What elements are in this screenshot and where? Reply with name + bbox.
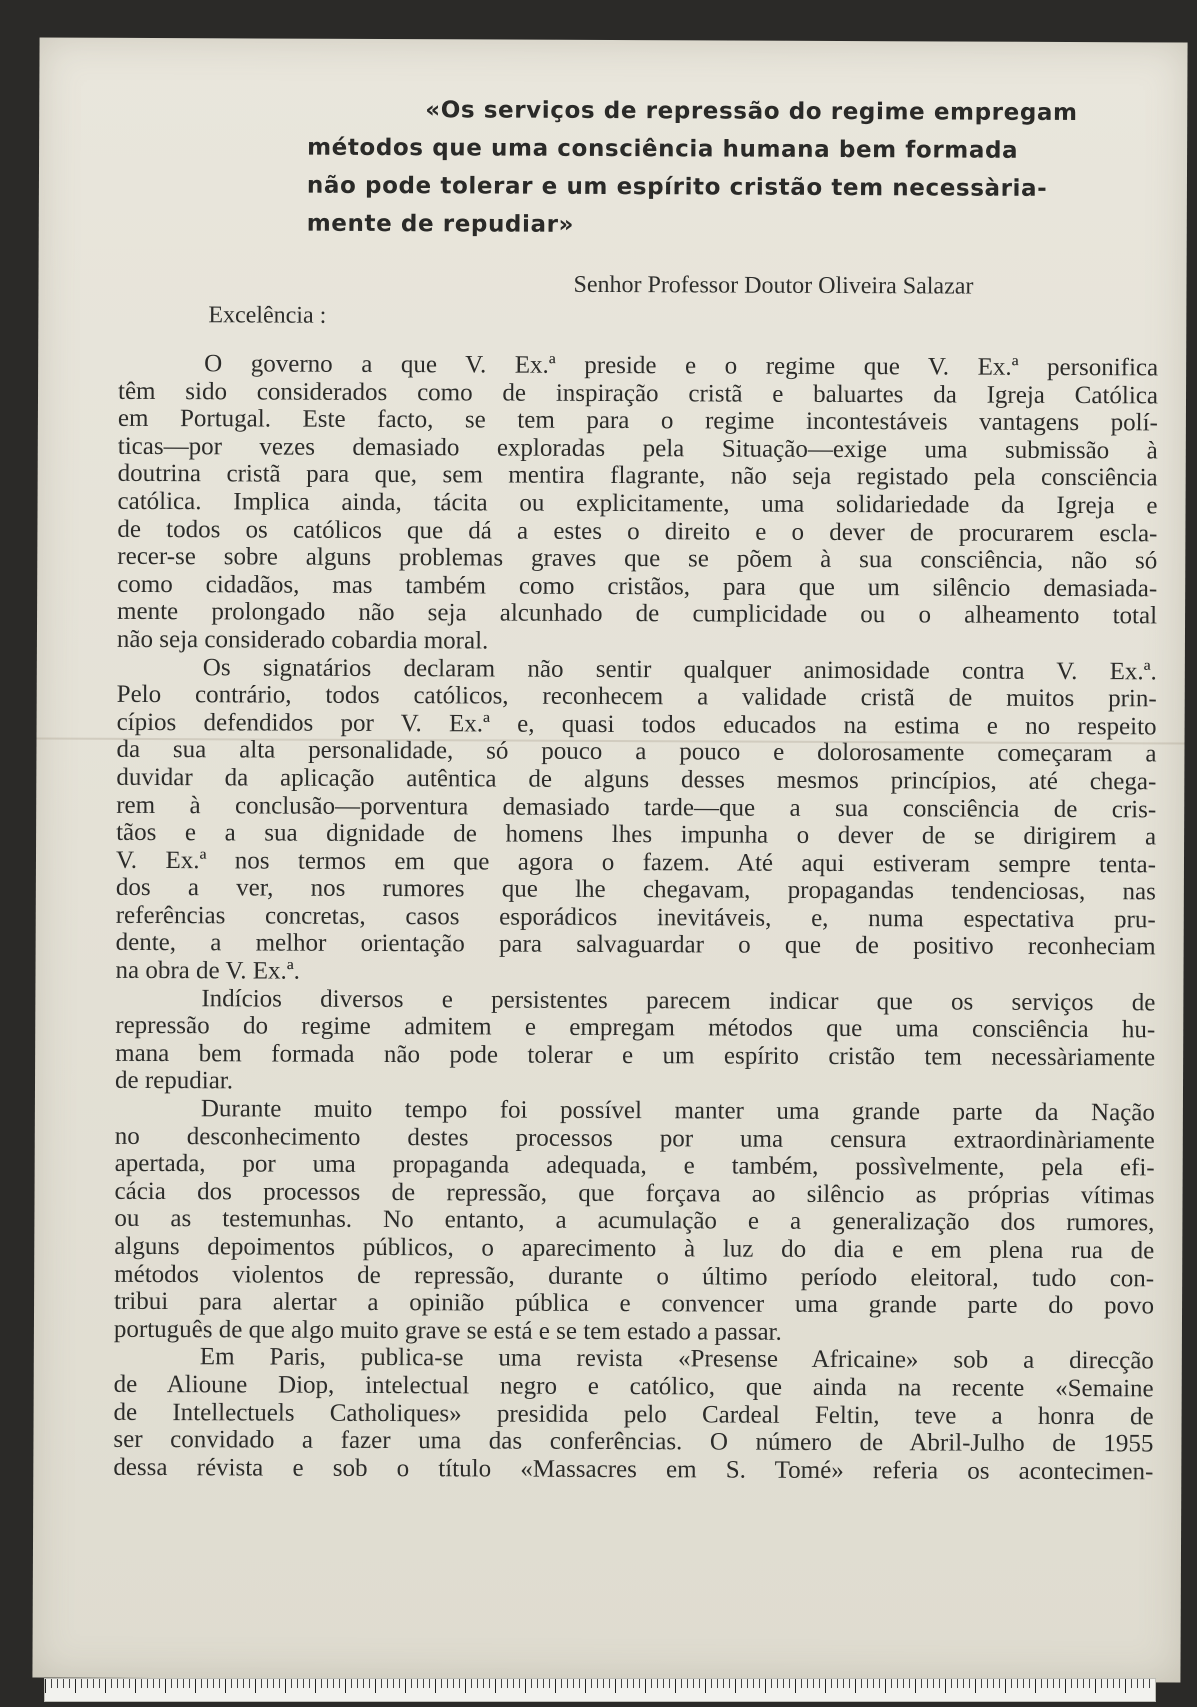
- text-line: como cidadãos, mas também como cristãos, para que um silêncio demasiada-: [117, 570, 1158, 603]
- text-line: têm sido considerados como de inspiração cristã e baluartes da Igreja Católica: [117, 377, 1159, 409]
- text-line: duvidar da aplicação autêntica de alguns desses mesmos princípios, até chega-: [116, 763, 1157, 796]
- text-line: cácia dos processos de repressão, que forçava ao silêncio as próprias vítimas: [114, 1177, 1155, 1210]
- text-line: ou as testemunhas. No entanto, a acumulação e a generalização dos rumores,: [114, 1205, 1155, 1237]
- text-line: Indícios diversos e persistentes parecem indicar que os serviços de: [201, 984, 1156, 1017]
- text-line: português de que algo muito grave se está e se tem estado a passar.: [113, 1315, 782, 1346]
- scale-ruler: [44, 1678, 1156, 1702]
- document-page: [32, 38, 1187, 1683]
- headline-quote: [307, 91, 1153, 247]
- headline-line: não pode tolerar e um espírito cristão tem necessària-: [306, 172, 1048, 202]
- text-line: apertada, por uma propaganda adequada, e também, possìvelmente, pela efi-: [114, 1150, 1155, 1182]
- text-line: Em Paris, publica-se uma revista «Presense Africaine» sob a direcção: [199, 1343, 1154, 1375]
- text-line: V. Ex.ª nos termos em que agora o fazem. Até aqui estiveram sempre tenta-: [115, 846, 1157, 879]
- text-line: métodos violentos de repressão, durante o último período eleitoral, tudo con-: [114, 1260, 1155, 1292]
- text-line: de Intellectuels Catholiques» presidida pelo Cardeal Feltin, teve a honra de: [113, 1398, 1154, 1430]
- text-line: dente, a melhor orientação para salvaguardar o que de positivo reconheciam: [115, 929, 1156, 961]
- headline-line: métodos que uma consciência humana bem formada: [307, 134, 1019, 164]
- text-line: ticas—por vezes demasiado exploradas pela Situação—exige uma submissão à: [117, 432, 1158, 465]
- letter-body: [113, 350, 1158, 1486]
- text-line: Pelo contrário, todos católicos, reconhecem a validade cristã de muitos prin-: [116, 680, 1157, 713]
- text-line: católica. Implica ainda, tácita ou explicitamente, uma solidariedade da Igreja e: [117, 487, 1158, 520]
- text-line: de todos os católicos que dá a estes o direito e o dever de procurarem escla-: [117, 515, 1158, 547]
- text-line: em Portugal. Este facto, se tem para o regime incontestáveis vantagens polí-: [117, 405, 1158, 437]
- text-line: rem à conclusão—porventura demasiado tarde—que a sua consciência de cris-: [116, 791, 1157, 823]
- text-line: doutrina cristã para que, sem mentira flagrante, não seja registado pela consciência: [117, 460, 1158, 492]
- text-line: ser convidado a fazer uma das conferências. O número de Abril-Julho de 1955: [113, 1425, 1154, 1458]
- text-line: não seja considerado cobardia moral.: [116, 625, 489, 655]
- text-line: no desconhecimento destes processos por uma censura extraordinàriamente: [114, 1122, 1155, 1155]
- text-line: Durante muito tempo foi possível manter uma grande parte da Nação: [200, 1095, 1155, 1127]
- text-line: de repudiar.: [114, 1067, 234, 1095]
- text-line: referências concretas, casos esporádicos inevitáveis, e, numa espectativa pru-: [115, 901, 1156, 934]
- text-line: da sua alta personalidade, só pouco a pouco e dolorosamente começaram a: [116, 736, 1157, 768]
- text-line: de Alioune Diop, intelectual negro e católico, que ainda na recente «Semaine: [113, 1370, 1154, 1403]
- greeting: Excelência :: [208, 302, 327, 329]
- text-line: cípios defendidos por V. Ex.ª e, quasi todos educados na estima e no respeito: [116, 708, 1157, 741]
- text-line: repressão do regime admitem e empregam métodos que uma consciência hu-: [115, 1012, 1156, 1044]
- headline-line: «Os serviços de repressão do regime empregam: [425, 97, 1078, 127]
- text-line: tãos e a sua dignidade de homens lhes impunha o dever de se dirigirem a: [116, 818, 1157, 851]
- text-line: tribui para alertar a opinião pública e convencer uma grande parte do povo: [114, 1288, 1155, 1320]
- text-line: recer-se sobre alguns problemas graves que se põem à sua consciência, não só: [117, 543, 1158, 575]
- text-line: Os signatários declaram não sentir qualquer animosidade contra V. Ex.ª.: [202, 653, 1157, 685]
- text-line: mente prolongado não seja alcunhado de cumplicidade ou o alheamento total: [117, 598, 1158, 630]
- text-line: dos a ver, nos rumores que lhe chegavam, propagandas tendenciosas, nas: [115, 874, 1156, 906]
- text-line: O governo a que V. Ex.ª preside e o regime que V. Ex.ª personifica: [204, 350, 1159, 382]
- text-line: mana bem formada não pode tolerar e um espírito cristão tem necessàriamente: [115, 1039, 1156, 1072]
- addressee: Senhor Professor Doutor Oliveira Salazar: [573, 271, 974, 300]
- text-line: alguns depoimentos públicos, o aparecimento à luz do dia e em plena rua de: [114, 1232, 1155, 1265]
- text-line: dessa révista e sob o título «Massacres em S. Tomé» referia os acontecimen-: [113, 1453, 1154, 1486]
- headline-line: mente de repudiar»: [306, 210, 575, 238]
- text-line: na obra de V. Ex.ª.: [115, 956, 300, 985]
